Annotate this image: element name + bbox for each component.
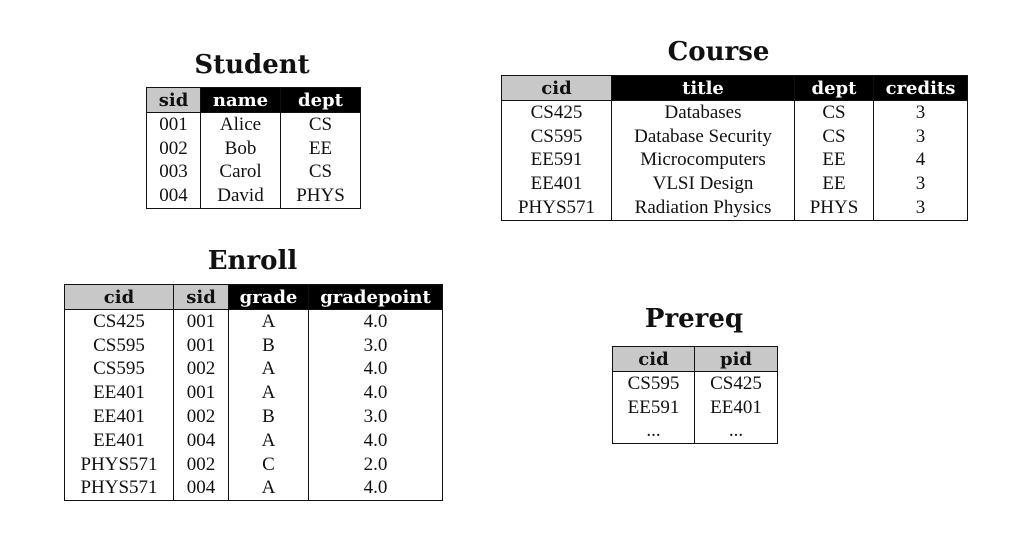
table-row (65, 453, 443, 477)
enroll-column-header-cid: cid (65, 285, 174, 310)
table-cell: CS595 (613, 372, 695, 396)
table-cell: CS (795, 125, 874, 149)
student-column-header-sid: sid (147, 88, 201, 113)
table-cell: 001 (174, 334, 229, 358)
table-row (147, 184, 361, 208)
table-row (613, 396, 778, 420)
course-column-header-title: title (612, 76, 795, 101)
table-cell: Carol (201, 161, 281, 185)
table-row (502, 196, 968, 220)
table-cell: EE401 (502, 172, 612, 196)
table-cell: 4.0 (309, 429, 443, 453)
table-row (502, 125, 968, 149)
course-column-header-dept: dept (795, 76, 874, 101)
table-cell: PHYS571 (502, 196, 612, 220)
enroll-title: Enroll (207, 246, 298, 276)
table-cell: Databases (612, 101, 795, 125)
table-cell: CS (795, 101, 874, 125)
table-row (147, 113, 361, 137)
table-cell: 4.0 (309, 381, 443, 405)
course-column-header-cid: cid (502, 76, 612, 101)
table-cell: 3.0 (309, 334, 443, 358)
table-cell: EE401 (65, 429, 174, 453)
table-row (65, 405, 443, 429)
table-cell: 002 (147, 137, 201, 161)
student-column-header-name: name (201, 88, 281, 113)
table-row (65, 477, 443, 501)
table-cell: CS425 (695, 372, 778, 396)
table-cell: 3 (874, 196, 968, 220)
prereq-table (612, 346, 778, 444)
student-title: Student (194, 50, 310, 80)
prereq-column-header-cid: cid (613, 347, 695, 372)
table-cell: 3 (874, 172, 968, 196)
table-cell: 001 (174, 381, 229, 405)
table-cell: Radiation Physics (612, 196, 795, 220)
table-cell: 004 (147, 184, 201, 208)
table-cell: Alice (201, 113, 281, 137)
table-row (147, 161, 361, 185)
student-column-header-dept: dept (281, 88, 361, 113)
table-cell: CS (281, 113, 361, 137)
table-cell: B (229, 334, 309, 358)
enroll-column-header-grade: grade (229, 285, 309, 310)
table-cell: A (229, 477, 309, 501)
table-cell: CS (281, 161, 361, 185)
table-cell: ... (613, 420, 695, 444)
table-row (502, 149, 968, 173)
table-cell: 004 (174, 429, 229, 453)
table-cell: CS425 (65, 310, 174, 334)
table-cell: CS425 (502, 101, 612, 125)
table-cell: A (229, 310, 309, 334)
table-cell: 3 (874, 101, 968, 125)
table-cell: 001 (147, 113, 201, 137)
table-cell: 4.0 (309, 310, 443, 334)
table-cell: EE (281, 137, 361, 161)
table-cell: PHYS (795, 196, 874, 220)
table-row (502, 101, 968, 125)
prereq-title: Prereq (644, 304, 744, 334)
table-row (613, 420, 778, 444)
table-cell: EE401 (65, 381, 174, 405)
course-table (501, 75, 968, 221)
table-cell: 2.0 (309, 453, 443, 477)
table-cell: B (229, 405, 309, 429)
table-cell: EE401 (695, 396, 778, 420)
table-cell: EE591 (502, 149, 612, 173)
table-cell: Microcomputers (612, 149, 795, 173)
table-row (65, 429, 443, 453)
table-cell: 004 (174, 477, 229, 501)
table-row (65, 310, 443, 334)
table-cell: 3.0 (309, 405, 443, 429)
enroll-column-header-gradepoint: gradepoint (309, 285, 443, 310)
table-cell: CS595 (502, 125, 612, 149)
table-cell: EE591 (613, 396, 695, 420)
table-row (65, 334, 443, 358)
table-cell: ... (695, 420, 778, 444)
table-cell: Bob (201, 137, 281, 161)
table-cell: PHYS571 (65, 453, 174, 477)
table-cell: Database Security (612, 125, 795, 149)
table-cell: 4.0 (309, 477, 443, 501)
enroll-table (64, 284, 443, 501)
table-cell: PHYS (281, 184, 361, 208)
table-row (65, 381, 443, 405)
table-cell: EE401 (65, 405, 174, 429)
table-cell: 001 (174, 310, 229, 334)
table-cell: C (229, 453, 309, 477)
table-row (613, 372, 778, 396)
table-cell: A (229, 429, 309, 453)
table-cell: A (229, 381, 309, 405)
table-cell: 002 (174, 453, 229, 477)
course-column-header-credits: credits (874, 76, 968, 101)
student-table (146, 87, 361, 209)
table-cell: 002 (174, 358, 229, 382)
table-row (65, 358, 443, 382)
table-cell: 4.0 (309, 358, 443, 382)
table-cell: VLSI Design (612, 172, 795, 196)
table-cell: 002 (174, 405, 229, 429)
course-title: Course (667, 37, 770, 67)
table-row (502, 172, 968, 196)
table-cell: CS595 (65, 334, 174, 358)
table-row (147, 137, 361, 161)
table-cell: PHYS571 (65, 477, 174, 501)
table-cell: EE (795, 149, 874, 173)
table-cell: David (201, 184, 281, 208)
enroll-column-header-sid: sid (174, 285, 229, 310)
table-cell: 003 (147, 161, 201, 185)
table-cell: 3 (874, 125, 968, 149)
table-cell: 4 (874, 149, 968, 173)
table-cell: EE (795, 172, 874, 196)
prereq-column-header-pid: pid (695, 347, 778, 372)
table-cell: CS595 (65, 358, 174, 382)
table-cell: A (229, 358, 309, 382)
